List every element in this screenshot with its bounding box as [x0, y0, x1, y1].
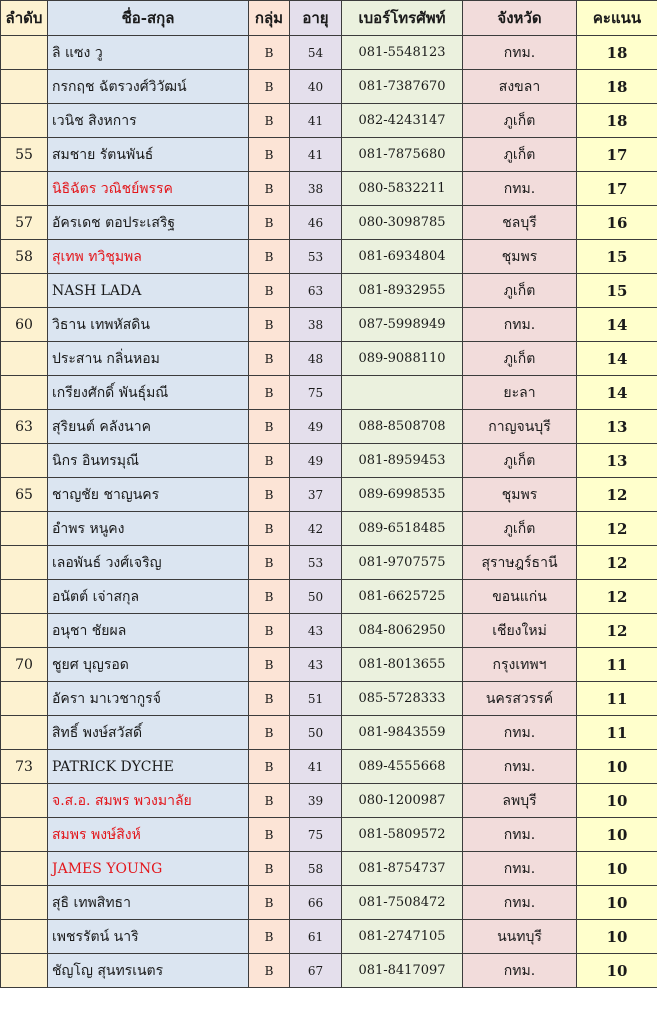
rank-cell	[1, 886, 48, 920]
province-cell: ชลบุรี	[463, 206, 577, 240]
phone-cell: 081-5809572	[342, 818, 463, 852]
group-cell: B	[249, 274, 290, 308]
table-row	[1, 784, 657, 818]
phone-cell: 081-9843559	[342, 716, 463, 750]
age-cell: 53	[290, 240, 342, 274]
age-cell: 67	[290, 954, 342, 988]
table-row	[1, 36, 657, 70]
table-row	[1, 206, 657, 240]
phone-cell: 081-8754737	[342, 852, 463, 886]
age-cell: 43	[290, 648, 342, 682]
table-row	[1, 104, 657, 138]
table-row	[1, 750, 657, 784]
name-cell: เวนิช สิงหการ	[48, 104, 249, 138]
name-cell: ลิ แซง วู	[48, 36, 249, 70]
age-cell: 50	[290, 580, 342, 614]
group-cell: B	[249, 580, 290, 614]
rank-cell	[1, 444, 48, 478]
group-cell: B	[249, 750, 290, 784]
province-cell: กทม.	[463, 886, 577, 920]
table-header	[1, 1, 657, 36]
name-cell: กรกฤช ฉัตรวงศ์วิวัฒน์	[48, 70, 249, 104]
rank-cell	[1, 716, 48, 750]
table-row	[1, 920, 657, 954]
rank-cell	[1, 512, 48, 546]
province-cell: กทม.	[463, 852, 577, 886]
province-cell: ยะลา	[463, 376, 577, 410]
group-cell: B	[249, 886, 290, 920]
age-cell: 49	[290, 410, 342, 444]
phone-cell: 089-6518485	[342, 512, 463, 546]
score-cell: 10	[577, 852, 657, 886]
age-cell: 39	[290, 784, 342, 818]
phone-cell: 081-8417097	[342, 954, 463, 988]
phone-cell: 089-6998535	[342, 478, 463, 512]
province-cell: ภูเก็ต	[463, 512, 577, 546]
province-cell: สงขลา	[463, 70, 577, 104]
name-cell: ชัญโญ สุนทรเนตร	[48, 954, 249, 988]
province-cell: ภูเก็ต	[463, 274, 577, 308]
name-cell: อำพร หนูคง	[48, 512, 249, 546]
rank-cell	[1, 682, 48, 716]
age-cell: 41	[290, 750, 342, 784]
table-row	[1, 70, 657, 104]
table-row	[1, 886, 657, 920]
table-row	[1, 512, 657, 546]
province-cell: กทม.	[463, 172, 577, 206]
name-cell: นิธิฉัตร วณิชย์พรรค	[48, 172, 249, 206]
phone-cell: 081-7508472	[342, 886, 463, 920]
header-row	[1, 1, 657, 36]
group-cell: B	[249, 682, 290, 716]
rank-cell	[1, 274, 48, 308]
table-row	[1, 818, 657, 852]
province-cell: กทม.	[463, 750, 577, 784]
score-cell: 11	[577, 682, 657, 716]
province-cell: ชุมพร	[463, 478, 577, 512]
score-cell: 15	[577, 240, 657, 274]
phone-cell: 080-5832211	[342, 172, 463, 206]
rank-cell	[1, 546, 48, 580]
age-cell: 37	[290, 478, 342, 512]
age-cell: 43	[290, 614, 342, 648]
rank-cell	[1, 172, 48, 206]
rank-cell: 57	[1, 206, 48, 240]
age-cell: 40	[290, 70, 342, 104]
table-row	[1, 274, 657, 308]
table-row	[1, 410, 657, 444]
table-row	[1, 716, 657, 750]
score-cell: 10	[577, 750, 657, 784]
name-cell: ประสาน กลิ่นหอม	[48, 342, 249, 376]
phone-cell: 081-9707575	[342, 546, 463, 580]
group-cell: B	[249, 546, 290, 580]
phone-cell: 081-6625725	[342, 580, 463, 614]
age-cell: 46	[290, 206, 342, 240]
score-cell: 10	[577, 920, 657, 954]
phone-cell: 087-5998949	[342, 308, 463, 342]
group-cell: B	[249, 716, 290, 750]
province-cell: ภูเก็ต	[463, 138, 577, 172]
group-cell: B	[249, 784, 290, 818]
rank-cell	[1, 36, 48, 70]
group-cell: B	[249, 70, 290, 104]
rank-cell: 60	[1, 308, 48, 342]
name-cell: อนุชา ชัยผล	[48, 614, 249, 648]
header-province: จังหวัด	[463, 1, 577, 36]
name-cell: นิกร อินทรมุณี	[48, 444, 249, 478]
score-cell: 11	[577, 648, 657, 682]
name-cell: ชาญชัย ชาญนคร	[48, 478, 249, 512]
table-row	[1, 580, 657, 614]
province-cell: เชียงใหม่	[463, 614, 577, 648]
name-cell: สมชาย รัตนพันธ์	[48, 138, 249, 172]
table-row	[1, 308, 657, 342]
table-row	[1, 852, 657, 886]
score-cell: 12	[577, 478, 657, 512]
age-cell: 41	[290, 104, 342, 138]
name-cell: ชูยศ บุญรอด	[48, 648, 249, 682]
phone-cell: 081-8959453	[342, 444, 463, 478]
rank-cell: 58	[1, 240, 48, 274]
age-cell: 38	[290, 308, 342, 342]
rank-cell: 65	[1, 478, 48, 512]
table-row	[1, 138, 657, 172]
group-cell: B	[249, 342, 290, 376]
table-body	[1, 36, 657, 988]
rank-cell	[1, 614, 48, 648]
phone-cell: 089-4555668	[342, 750, 463, 784]
rank-cell	[1, 818, 48, 852]
phone-cell: 080-1200987	[342, 784, 463, 818]
score-cell: 12	[577, 546, 657, 580]
group-cell: B	[249, 614, 290, 648]
rank-cell	[1, 104, 48, 138]
score-cell: 14	[577, 342, 657, 376]
score-cell: 18	[577, 70, 657, 104]
group-cell: B	[249, 512, 290, 546]
score-cell: 10	[577, 886, 657, 920]
score-cell: 10	[577, 818, 657, 852]
rank-cell	[1, 342, 48, 376]
province-cell: นครสวรรค์	[463, 682, 577, 716]
score-cell: 17	[577, 172, 657, 206]
province-cell: ลพบุรี	[463, 784, 577, 818]
province-cell: กทม.	[463, 308, 577, 342]
header-group: กลุ่ม	[249, 1, 290, 36]
table-row	[1, 240, 657, 274]
group-cell: B	[249, 954, 290, 988]
name-cell: อัครเดช ตอประเสริฐ	[48, 206, 249, 240]
score-cell: 12	[577, 614, 657, 648]
score-cell: 11	[577, 716, 657, 750]
rank-cell	[1, 954, 48, 988]
province-cell: ขอนแก่น	[463, 580, 577, 614]
province-cell: ภูเก็ต	[463, 104, 577, 138]
phone-cell: 081-2747105	[342, 920, 463, 954]
rank-cell: 70	[1, 648, 48, 682]
phone-cell: 084-8062950	[342, 614, 463, 648]
age-cell: 58	[290, 852, 342, 886]
rank-cell	[1, 376, 48, 410]
phone-cell: 081-7875680	[342, 138, 463, 172]
name-cell: สมพร พงษ์สิงห์	[48, 818, 249, 852]
group-cell: B	[249, 36, 290, 70]
name-cell: สุริยนต์ คลังนาค	[48, 410, 249, 444]
name-cell: เกรียงศักดิ์ พันธุ์มณี	[48, 376, 249, 410]
group-cell: B	[249, 104, 290, 138]
group-cell: B	[249, 818, 290, 852]
province-cell: ชุมพร	[463, 240, 577, 274]
score-cell: 15	[577, 274, 657, 308]
phone-cell: 081-8013655	[342, 648, 463, 682]
age-cell: 66	[290, 886, 342, 920]
province-cell: กาญจนบุรี	[463, 410, 577, 444]
score-cell: 13	[577, 444, 657, 478]
age-cell: 38	[290, 172, 342, 206]
score-cell: 17	[577, 138, 657, 172]
score-cell: 13	[577, 410, 657, 444]
table-row	[1, 546, 657, 580]
table-row	[1, 342, 657, 376]
rank-cell	[1, 580, 48, 614]
province-cell: กรุงเทพฯ	[463, 648, 577, 682]
score-cell: 16	[577, 206, 657, 240]
group-cell: B	[249, 240, 290, 274]
name-cell: JAMES YOUNG	[48, 852, 249, 886]
score-cell: 12	[577, 580, 657, 614]
phone-cell: 081-8932955	[342, 274, 463, 308]
phone-cell: 088-8508708	[342, 410, 463, 444]
name-cell: PATRICK DYCHE	[48, 750, 249, 784]
group-cell: B	[249, 410, 290, 444]
table-row	[1, 376, 657, 410]
age-cell: 51	[290, 682, 342, 716]
province-cell: สุราษฎร์ธานี	[463, 546, 577, 580]
name-cell: เลอพันธ์ วงศ์เจริญ	[48, 546, 249, 580]
rank-cell: 55	[1, 138, 48, 172]
name-cell: สุเทพ ทวิชุมพล	[48, 240, 249, 274]
age-cell: 42	[290, 512, 342, 546]
age-cell: 49	[290, 444, 342, 478]
name-cell: อนัตต์ เจ่าสกุล	[48, 580, 249, 614]
province-cell: ภูเก็ต	[463, 444, 577, 478]
group-cell: B	[249, 172, 290, 206]
header-rank: ลำดับ	[1, 1, 48, 36]
table-row	[1, 614, 657, 648]
phone-cell: 080-3098785	[342, 206, 463, 240]
rank-cell	[1, 852, 48, 886]
phone-cell: 082-4243147	[342, 104, 463, 138]
rank-cell	[1, 784, 48, 818]
group-cell: B	[249, 138, 290, 172]
rank-cell	[1, 920, 48, 954]
phone-cell: 089-9088110	[342, 342, 463, 376]
score-cell: 18	[577, 36, 657, 70]
age-cell: 75	[290, 818, 342, 852]
age-cell: 54	[290, 36, 342, 70]
age-cell: 50	[290, 716, 342, 750]
group-cell: B	[249, 648, 290, 682]
group-cell: B	[249, 444, 290, 478]
age-cell: 53	[290, 546, 342, 580]
table-row	[1, 444, 657, 478]
table-row	[1, 648, 657, 682]
score-cell: 12	[577, 512, 657, 546]
group-cell: B	[249, 920, 290, 954]
age-cell: 61	[290, 920, 342, 954]
name-cell: เพชรรัตน์ นาริ	[48, 920, 249, 954]
rank-cell	[1, 70, 48, 104]
score-cell: 14	[577, 376, 657, 410]
province-cell: กทม.	[463, 818, 577, 852]
rank-cell: 73	[1, 750, 48, 784]
score-cell: 18	[577, 104, 657, 138]
group-cell: B	[249, 478, 290, 512]
group-cell: B	[249, 376, 290, 410]
header-age: อายุ	[290, 1, 342, 36]
group-cell: B	[249, 206, 290, 240]
table-row	[1, 172, 657, 206]
phone-cell: 081-6934804	[342, 240, 463, 274]
name-cell: สุธิ เทพสิทธา	[48, 886, 249, 920]
score-cell: 10	[577, 954, 657, 988]
header-phone: เบอร์โทรศัพท์	[342, 1, 463, 36]
table-row	[1, 682, 657, 716]
phone-cell: 081-5548123	[342, 36, 463, 70]
age-cell: 41	[290, 138, 342, 172]
group-cell: B	[249, 308, 290, 342]
province-cell: ภูเก็ต	[463, 342, 577, 376]
province-cell: กทม.	[463, 716, 577, 750]
phone-cell: 085-5728333	[342, 682, 463, 716]
province-cell: กทม.	[463, 954, 577, 988]
score-cell: 14	[577, 308, 657, 342]
table-row	[1, 954, 657, 988]
province-cell: นนทบุรี	[463, 920, 577, 954]
group-cell: B	[249, 852, 290, 886]
score-cell: 10	[577, 784, 657, 818]
rank-cell: 63	[1, 410, 48, 444]
name-cell: จ.ส.อ. สมพร พวงมาลัย	[48, 784, 249, 818]
name-cell: อัครา มาเวชากูรจ์	[48, 682, 249, 716]
name-cell: สิทธิ์ พงษ์สวัสดิ์	[48, 716, 249, 750]
table-row	[1, 478, 657, 512]
age-cell: 75	[290, 376, 342, 410]
header-name: ชื่อ-สกุล	[48, 1, 249, 36]
phone-cell: 081-7387670	[342, 70, 463, 104]
name-cell: NASH LADA	[48, 274, 249, 308]
phone-cell	[342, 376, 463, 410]
age-cell: 48	[290, 342, 342, 376]
name-cell: วิธาน เทพหัสดิน	[48, 308, 249, 342]
age-cell: 63	[290, 274, 342, 308]
header-score: คะแนน	[577, 1, 657, 36]
province-cell: กทม.	[463, 36, 577, 70]
